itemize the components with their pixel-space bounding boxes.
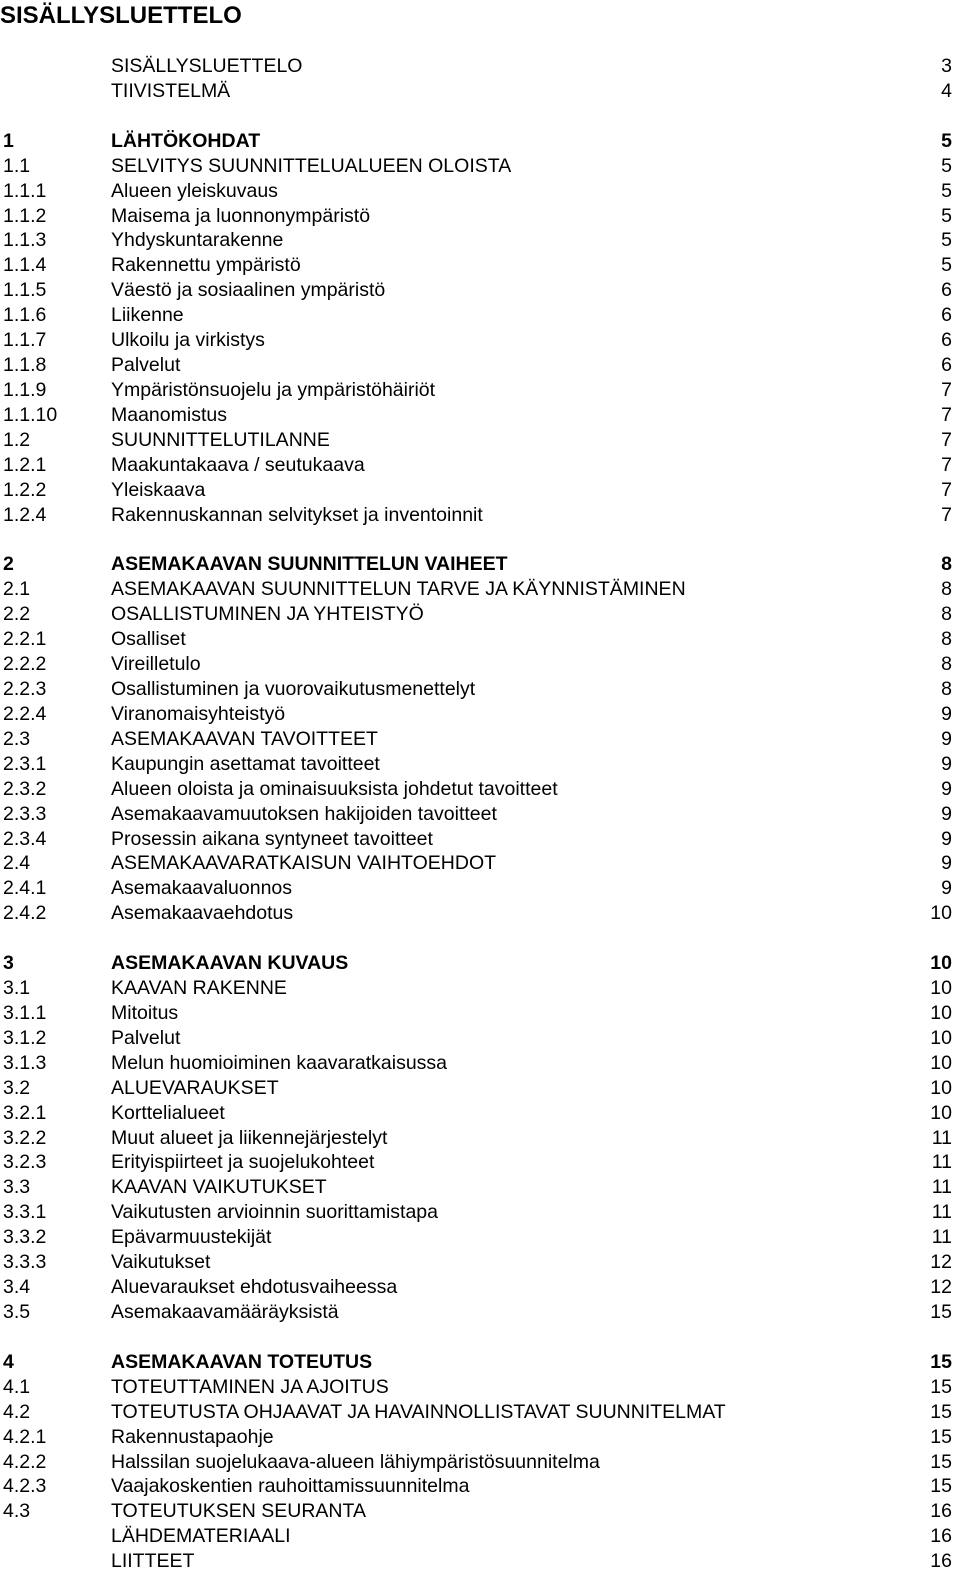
toc-section-title: Yhdyskuntarakenne	[111, 229, 284, 251]
toc-page-number: 15	[930, 1401, 952, 1423]
toc-section-title: Aluevaraukset ehdotusvaiheessa	[111, 1276, 398, 1298]
toc-row[interactable]	[0, 1374, 960, 1400]
toc-section-title: Asemakaavamuutoksen hakijoiden tavoitteet	[111, 803, 497, 825]
toc-section-number: 2.3.1	[3, 753, 47, 775]
toc-page-number: 16	[930, 1550, 952, 1572]
toc-section-title: Vireilletulo	[111, 653, 201, 675]
toc-page-number: 10	[930, 1052, 952, 1074]
toc-row[interactable]	[0, 78, 960, 104]
toc-row[interactable]	[0, 875, 960, 901]
toc-row[interactable]	[0, 502, 960, 528]
toc-row[interactable]	[0, 1149, 960, 1175]
toc-page-number: 11	[931, 1127, 952, 1149]
toc-section-title: Viranomaisyhteistyö	[111, 703, 286, 725]
toc-page-number: 15	[930, 1475, 952, 1497]
toc-section-title: SELVITYS SUUNNITTELUALUEEN OLOISTA	[111, 155, 512, 177]
toc-page-number: 16	[930, 1525, 952, 1547]
toc-section-number: 1.1.6	[3, 304, 47, 326]
toc-section-title: Vaajakoskentien rauhoittamissuunnitelma	[111, 1475, 470, 1497]
toc-section-title: SISÄLLYSLUETTELO	[111, 55, 303, 77]
toc-page-number: 9	[941, 803, 952, 825]
toc-section-title: OSALLISTUMINEN JA YHTEISTYÖ	[111, 603, 424, 625]
toc-row[interactable]	[0, 1349, 960, 1375]
toc-section-number: 3.1.1	[3, 1002, 47, 1024]
toc-section-title: Ympäristönsuojelu ja ympäristöhäiriöt	[111, 379, 436, 401]
toc-row[interactable]	[0, 203, 960, 229]
toc-row[interactable]	[0, 626, 960, 652]
toc-section-title: Asemakaavamääräyksistä	[111, 1301, 339, 1323]
toc-section-title: Kaupungin asettamat tavoitteet	[111, 753, 380, 775]
toc-page-number: 11	[931, 1176, 952, 1198]
toc-row[interactable]	[0, 302, 960, 328]
toc-section-title: ASEMAKAAVAN TOTEUTUS	[111, 1351, 373, 1373]
toc-section-title: Muut alueet ja liikennejärjestelyt	[111, 1127, 388, 1149]
toc-page-number: 5	[941, 205, 952, 227]
toc-page-number: 10	[930, 1002, 952, 1024]
toc-row[interactable]	[0, 826, 960, 852]
toc-row[interactable]	[0, 277, 960, 303]
toc-section-number: 3.2.1	[3, 1102, 47, 1124]
toc-section-number: 3.1.3	[3, 1052, 47, 1074]
toc-section-number: 3.5	[3, 1301, 31, 1323]
toc-section-title: Palvelut	[111, 354, 181, 376]
toc-section-title: Väestö ja sosiaalinen ympäristö	[111, 279, 386, 301]
toc-section-number: 2.2.1	[3, 628, 47, 650]
toc-row[interactable]	[0, 1000, 960, 1026]
toc-section-title: KAAVAN RAKENNE	[111, 977, 287, 999]
toc-page-number: 6	[941, 329, 952, 351]
toc-page-number: 8	[941, 603, 952, 625]
toc-page-number: 6	[941, 354, 952, 376]
toc-row[interactable]	[0, 576, 960, 602]
toc-page-number: 7	[941, 404, 952, 426]
toc-section-number: 2.3.3	[3, 803, 47, 825]
toc-section-number: 3.3.2	[3, 1226, 47, 1248]
toc-page-number: 5	[941, 254, 952, 276]
toc-row[interactable]	[0, 153, 960, 179]
toc-page-number: 10	[930, 1077, 952, 1099]
toc-row[interactable]	[0, 1473, 960, 1499]
toc-section-number: 2.4.2	[3, 902, 47, 924]
toc-section-title: Maanomistus	[111, 404, 227, 426]
toc-row[interactable]	[0, 1399, 960, 1425]
toc-section-number: 1.1.3	[3, 229, 47, 251]
toc-page-number: 11	[931, 1226, 952, 1248]
toc-section-title: SUUNNITTELUTILANNE	[111, 429, 330, 451]
toc-section-number: 3.2.3	[3, 1151, 47, 1173]
toc-page-number: 11	[931, 1151, 952, 1173]
toc-section-number: 2.3.2	[3, 778, 47, 800]
toc-section-title: Osalliset	[111, 628, 186, 650]
toc-page-number: 11	[931, 1201, 952, 1223]
toc-page-number: 15	[930, 1451, 952, 1473]
toc-section-title: Yleiskaava	[111, 479, 206, 501]
toc-section-number: 3.3.1	[3, 1201, 47, 1223]
toc-section-number: 4.1	[3, 1376, 31, 1398]
toc-section-title: LIITTEET	[111, 1550, 195, 1572]
toc-row[interactable]	[0, 1025, 960, 1051]
toc-row[interactable]	[0, 1174, 960, 1200]
toc-section-number: 1.2.4	[3, 504, 47, 526]
toc-section-title: Mitoitus	[111, 1002, 179, 1024]
toc-row[interactable]	[0, 327, 960, 353]
toc-section-title: Palvelut	[111, 1027, 181, 1049]
toc-section-title: Ulkoilu ja virkistys	[111, 329, 265, 351]
toc-row[interactable]	[0, 1498, 960, 1524]
toc-row[interactable]	[0, 377, 960, 403]
toc-row[interactable]	[0, 676, 960, 702]
toc-row[interactable]	[0, 1274, 960, 1300]
toc-page-number: 6	[941, 279, 952, 301]
toc-page-number: 15	[930, 1301, 952, 1323]
toc-page-number: 7	[941, 379, 952, 401]
toc-section-number: 2.3.4	[3, 828, 47, 850]
toc-section-number: 1.1.4	[3, 254, 47, 276]
toc-row[interactable]	[0, 352, 960, 378]
toc-section-number: 4.3	[3, 1500, 31, 1522]
toc-section-title: LÄHDEMATERIAALI	[111, 1525, 291, 1547]
toc-section-title: TOTEUTUSTA OHJAAVAT JA HAVAINNOLLISTAVAT SUUNNITELMAT	[111, 1401, 726, 1423]
toc-row[interactable]	[0, 1199, 960, 1225]
toc-page-number: 8	[941, 628, 952, 650]
toc-section-title: Prosessin aikana syntyneet tavoitteet	[111, 828, 433, 850]
toc-section-number: 3.1.2	[3, 1027, 47, 1049]
toc-section-title: Asemakaavaluonnos	[111, 877, 293, 899]
toc-section-number: 1.1.5	[3, 279, 47, 301]
toc-page-number: 8	[941, 553, 952, 575]
toc-section-number: 1.2	[3, 429, 31, 451]
toc-row[interactable]	[0, 776, 960, 802]
toc-section-number: 4.2	[3, 1401, 31, 1423]
toc-section-number: 4.2.3	[3, 1475, 47, 1497]
toc-section-title: ASEMAKAAVAN TAVOITTEET	[111, 728, 378, 750]
toc-page-number: 15	[930, 1351, 952, 1373]
toc-page-number: 16	[930, 1500, 952, 1522]
toc-page-number: 10	[930, 1027, 952, 1049]
toc-row[interactable]	[0, 452, 960, 478]
toc-section-title: Korttelialueet	[111, 1102, 225, 1124]
toc-section-title: Rakennettu ympäristö	[111, 254, 301, 276]
toc-row[interactable]	[0, 1075, 960, 1101]
toc-row[interactable]	[0, 477, 960, 503]
toc-page-number: 12	[930, 1276, 952, 1298]
toc-section-title: Osallistuminen ja vuorovaikutusmenettelyt	[111, 678, 476, 700]
toc-section-title: Asemakaavaehdotus	[111, 902, 294, 924]
toc-page-number: 10	[930, 977, 952, 999]
toc-page-number: 12	[930, 1251, 952, 1273]
toc-section-title: Alueen oloista ja ominaisuuksista johdetut tavoitteet	[111, 778, 558, 800]
toc-row[interactable]	[0, 551, 960, 577]
toc-section-title: Rakennuskannan selvitykset ja inventoinnit	[111, 504, 483, 526]
toc-page-number: 8	[941, 653, 952, 675]
toc-row[interactable]	[0, 402, 960, 428]
toc-section-number: 4	[3, 1351, 14, 1373]
toc-page-number: 9	[941, 703, 952, 725]
toc-row[interactable]	[0, 850, 960, 876]
toc-page-number: 9	[941, 778, 952, 800]
toc-section-number: 2.2	[3, 603, 31, 625]
toc-section-number: 1.2.1	[3, 454, 47, 476]
toc-section-title: ASEMAKAAVAN SUUNNITTELUN TARVE JA KÄYNNISTÄMINEN	[111, 578, 686, 600]
toc-page-number: 7	[941, 479, 952, 501]
toc-page-number: 5	[941, 180, 952, 202]
toc-row[interactable]	[0, 128, 960, 154]
toc-row[interactable]	[0, 950, 960, 976]
toc-page-number: 3	[941, 55, 952, 77]
toc-page-number: 5	[941, 155, 952, 177]
toc-page-number: 6	[941, 304, 952, 326]
toc-page-number: 7	[941, 504, 952, 526]
toc-section-title: Maisema ja luonnonympäristö	[111, 205, 371, 227]
toc-page-number: 10	[930, 952, 952, 974]
toc-section-title: Vaikutusten arvioinnin suorittamistapa	[111, 1201, 438, 1223]
toc-page-number: 9	[941, 852, 952, 874]
toc-row[interactable]	[0, 601, 960, 627]
toc-section-number: 1.1.2	[3, 205, 47, 227]
toc-section-number: 3	[3, 952, 14, 974]
toc-section-number: 3.3	[3, 1176, 31, 1198]
toc-row[interactable]	[0, 1050, 960, 1076]
toc-section-number: 1	[3, 130, 14, 152]
toc-row[interactable]	[0, 1249, 960, 1275]
toc-section-number: 3.2	[3, 1077, 31, 1099]
toc-section-number: 2.2.2	[3, 653, 47, 675]
toc-section-number: 1.1.8	[3, 354, 47, 376]
toc-section-number: 1.2.2	[3, 479, 47, 501]
toc-section-number: 1.1.10	[3, 404, 58, 426]
toc-section-title: ASEMAKAAVARATKAISUN VAIHTOEHDOT	[111, 852, 497, 874]
toc-row[interactable]	[0, 726, 960, 752]
toc-row[interactable]	[0, 427, 960, 453]
toc-row[interactable]	[0, 651, 960, 677]
toc-section-number: 2	[3, 553, 14, 575]
toc-section-number: 1.1.7	[3, 329, 47, 351]
toc-page-number: 7	[941, 429, 952, 451]
toc-section-number: 4.2.1	[3, 1426, 47, 1448]
toc-page-number: 9	[941, 753, 952, 775]
toc-section-number: 1.1	[3, 155, 31, 177]
toc-page-number: 15	[930, 1426, 952, 1448]
toc-section-number: 2.2.4	[3, 703, 47, 725]
toc-section-number: 4.2.2	[3, 1451, 47, 1473]
toc-section-title: Erityispiirteet ja suojelukohteet	[111, 1151, 375, 1173]
toc-page-number: 10	[930, 902, 952, 924]
toc-row[interactable]	[0, 1100, 960, 1126]
toc-section-number: 2.2.3	[3, 678, 47, 700]
toc-section-title: Melun huomioiminen kaavaratkaisussa	[111, 1052, 448, 1074]
toc-page-number: 8	[941, 678, 952, 700]
toc-section-title: TOTEUTTAMINEN JA AJOITUS	[111, 1376, 389, 1398]
toc-section-number: 3.3.3	[3, 1251, 47, 1273]
toc-page-number: 9	[941, 728, 952, 750]
toc-section-title: ALUEVARAUKSET	[111, 1077, 279, 1099]
toc-section-title: Epävarmuustekijät	[111, 1226, 272, 1248]
toc-section-title: LÄHTÖKOHDAT	[111, 130, 261, 152]
toc-page-number: 8	[941, 578, 952, 600]
toc-section-number: 2.4.1	[3, 877, 47, 899]
toc-row[interactable]	[0, 178, 960, 204]
toc-page-number: 5	[941, 229, 952, 251]
toc-section-number: 3.4	[3, 1276, 31, 1298]
toc-section-number: 2.3	[3, 728, 31, 750]
toc-section-title: Alueen yleiskuvaus	[111, 180, 278, 202]
toc-page-number: 9	[941, 828, 952, 850]
toc-row[interactable]	[0, 801, 960, 827]
toc-section-number: 1.1.1	[3, 180, 47, 202]
toc-page-number: 9	[941, 877, 952, 899]
toc-section-title: Vaikutukset	[111, 1251, 211, 1273]
toc-section-number: 1.1.9	[3, 379, 47, 401]
toc-row[interactable]	[0, 1424, 960, 1450]
toc-section-number: 3.1	[3, 977, 31, 999]
toc-section-title: Rakennustapaohje	[111, 1426, 274, 1448]
toc-row[interactable]	[0, 1523, 960, 1549]
toc-page-number: 5	[941, 130, 952, 152]
toc-row[interactable]	[0, 975, 960, 1001]
toc-row[interactable]	[0, 1548, 960, 1574]
toc-page-number: 4	[941, 80, 952, 102]
toc-section-title: ASEMAKAAVAN SUUNNITTELUN VAIHEET	[111, 553, 508, 575]
toc-row[interactable]	[0, 751, 960, 777]
toc-row[interactable]	[0, 1449, 960, 1475]
toc-section-title: Liikenne	[111, 304, 184, 326]
toc-page-number: 7	[941, 454, 952, 476]
toc-row[interactable]	[0, 900, 960, 926]
toc-page-number: 15	[930, 1376, 952, 1398]
toc-section-title: TIIVISTELMÄ	[111, 80, 231, 102]
toc-row[interactable]	[0, 252, 960, 278]
toc-section-number: 2.1	[3, 578, 31, 600]
toc-section-title: Maakuntakaava / seutukaava	[111, 454, 365, 476]
toc-section-title: ASEMAKAAVAN KUVAUS	[111, 952, 349, 974]
toc-row[interactable]	[0, 1125, 960, 1151]
toc-section-title: KAAVAN VAIKUTUKSET	[111, 1176, 327, 1198]
toc-row[interactable]	[0, 53, 960, 79]
page-title: SISÄLLYSLUETTELO	[0, 2, 242, 29]
toc-row[interactable]	[0, 1299, 960, 1325]
toc-section-number: 3.2.2	[3, 1127, 47, 1149]
toc-section-title: Halssilan suojelukaava-alueen lähiympäristösuunnitelma	[111, 1451, 600, 1473]
toc-row[interactable]	[0, 227, 960, 253]
toc-row[interactable]	[0, 1224, 960, 1250]
toc-row[interactable]	[0, 701, 960, 727]
toc-section-number: 2.4	[3, 852, 31, 874]
toc-section-title: TOTEUTUKSEN SEURANTA	[111, 1500, 366, 1522]
toc-page-number: 10	[930, 1102, 952, 1124]
